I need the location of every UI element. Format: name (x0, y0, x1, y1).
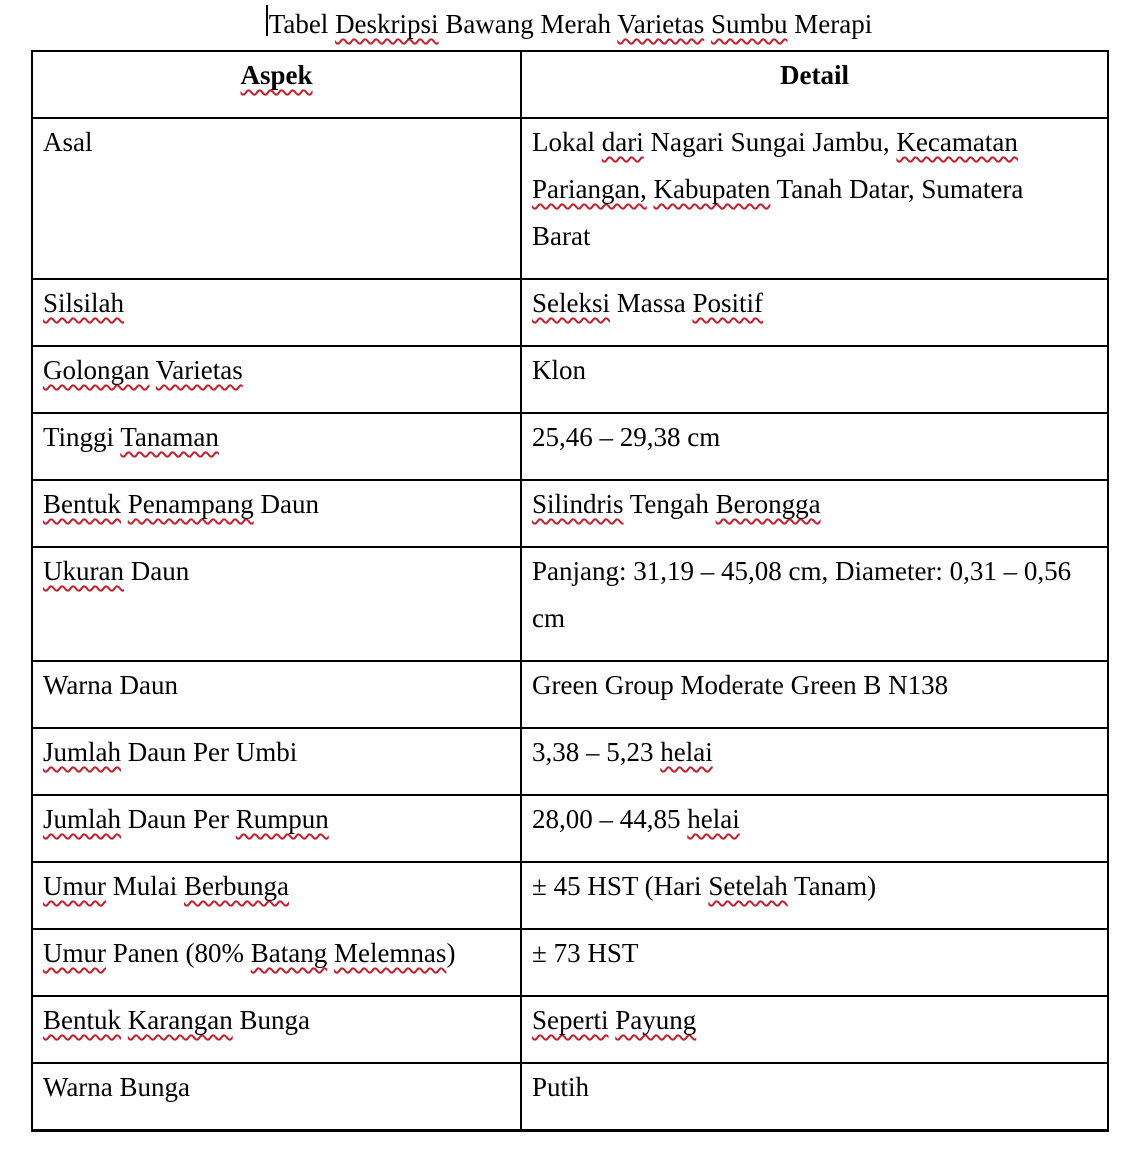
misspelled-word: Golongan (43, 355, 150, 385)
column-header-detail-label (780, 60, 849, 90)
text-run (121, 489, 128, 519)
text-run: Bunga (232, 1005, 310, 1035)
aspek-cell[interactable] (32, 480, 521, 547)
detail-cell[interactable] (521, 661, 1108, 728)
table-row (32, 547, 1108, 661)
misspelled-word: Berbunga (184, 871, 289, 901)
misspelled-word: Pariangan, (532, 174, 647, 204)
text-run: Tanam) (787, 871, 877, 901)
text-run: Massa (610, 288, 693, 318)
text-run (121, 1005, 128, 1035)
aspek-cell[interactable] (32, 1063, 521, 1131)
text-run: 25,46 – 29,38 cm (532, 422, 721, 452)
misspelled-word: helai (660, 737, 713, 767)
misspelled-word: helai (687, 804, 740, 834)
title-text (269, 9, 873, 39)
misspelled-word: dari (601, 127, 644, 157)
text-run: Panen (80% (106, 938, 251, 968)
detail-cell[interactable] (521, 413, 1108, 480)
misspelled-word: Silindris (532, 489, 624, 519)
detail-cell[interactable] (521, 862, 1108, 929)
table-row (32, 279, 1108, 346)
text-run: ) (446, 938, 456, 968)
aspek-cell[interactable] (32, 996, 521, 1063)
misspelled-word: Deskripsi (335, 9, 439, 39)
text-run (704, 9, 711, 39)
text-run: Mulai (106, 871, 184, 901)
misspelled-word: Penampang (127, 489, 254, 519)
misspelled-word: Karangan (127, 1005, 233, 1035)
column-header-detail[interactable] (521, 51, 1108, 118)
misspelled-word: Aspek (240, 60, 313, 90)
table-body (32, 118, 1108, 1131)
table-row (32, 118, 1108, 279)
aspek-cell[interactable] (32, 346, 521, 413)
misspelled-word: Kecamatan (896, 127, 1018, 157)
aspek-cell[interactable] (32, 929, 521, 996)
text-run: Lokal (532, 127, 602, 157)
misspelled-word: Kabupaten (653, 174, 771, 204)
aspek-cell[interactable] (32, 661, 521, 728)
table-row (32, 413, 1108, 480)
aspek-cell[interactable] (32, 279, 521, 346)
aspek-cell[interactable] (32, 862, 521, 929)
column-header-aspek[interactable] (32, 51, 521, 118)
text-run: ± 45 HST (Hari (532, 871, 709, 901)
table-row (32, 795, 1108, 862)
text-run: Daun Per Umbi (121, 737, 298, 767)
detail-cell[interactable] (521, 118, 1108, 279)
misspelled-word: Berongga (715, 489, 821, 519)
misspelled-word: Silsilah (43, 288, 125, 318)
text-run: Putih (532, 1072, 590, 1102)
detail-cell[interactable] (521, 1063, 1108, 1131)
misspelled-word: Rumpun (235, 804, 329, 834)
misspelled-word: Varietas (155, 355, 243, 385)
table-row (32, 661, 1108, 728)
misspelled-word: Melemnas (333, 938, 447, 968)
table-row (32, 862, 1108, 929)
misspelled-word: Positif (692, 288, 764, 318)
misspelled-word: Jumlah (43, 804, 121, 834)
text-run: ± 73 HST (532, 938, 639, 968)
aspek-cell[interactable] (32, 728, 521, 795)
text-run: Tengah (623, 489, 716, 519)
text-run: Warna Daun (43, 670, 179, 700)
text-run: Klon (532, 355, 586, 385)
text-run: Tanah Datar, Sumatera Barat (532, 174, 1024, 251)
detail-cell[interactable] (521, 480, 1108, 547)
detail-cell[interactable] (521, 795, 1108, 862)
detail-cell[interactable] (521, 279, 1108, 346)
detail-cell[interactable] (521, 346, 1108, 413)
text-run: Bawang Merah (438, 9, 618, 39)
table-row (32, 996, 1108, 1063)
misspelled-word: Setelah (708, 871, 788, 901)
misspelled-word: Bentuk (43, 489, 121, 519)
text-run: Nagari Sungai Jambu, (643, 127, 897, 157)
table-row (32, 346, 1108, 413)
misspelled-word: Varietas (617, 9, 705, 39)
detail-cell[interactable] (521, 728, 1108, 795)
column-header-aspek-label (240, 60, 312, 90)
misspelled-word: Seperti (532, 1005, 609, 1035)
misspelled-word: Bentuk (43, 1005, 121, 1035)
text-run: Daun (253, 489, 319, 519)
text-run: Daun Per (121, 804, 236, 834)
detail-cell[interactable] (521, 996, 1108, 1063)
misspelled-word: Tanaman (120, 422, 219, 452)
table-row (32, 1063, 1108, 1131)
document-page (0, 2, 1126, 1174)
misspelled-word: Umur (43, 871, 106, 901)
misspelled-word: Ukuran (43, 556, 124, 586)
description-table (31, 50, 1109, 1132)
text-run: Daun (123, 556, 190, 586)
text-run: Tabel (268, 9, 336, 39)
misspelled-word: Seleksi (532, 288, 610, 318)
text-run: Warna Bunga (43, 1072, 191, 1102)
misspelled-word: Batang (250, 938, 328, 968)
text-run: Green Group Moderate Green B N138 (532, 670, 949, 700)
text-run: Merapi (787, 9, 873, 39)
detail-cell[interactable] (521, 547, 1108, 661)
aspek-cell[interactable] (32, 795, 521, 862)
document-title[interactable] (31, 2, 1107, 50)
table-row (32, 929, 1108, 996)
misspelled-word: Sumbu (711, 9, 788, 39)
table-row (32, 480, 1108, 547)
text-run: Tinggi (43, 422, 121, 452)
misspelled-word: Jumlah (43, 737, 121, 767)
aspek-cell[interactable] (32, 413, 521, 480)
table-header-row (32, 51, 1108, 118)
text-run: 28,00 – 44,85 (532, 804, 688, 834)
aspek-cell[interactable] (32, 118, 521, 279)
misspelled-word: Payung (615, 1005, 697, 1035)
text-cursor (266, 5, 268, 36)
text-run: 3,38 – 5,23 (532, 737, 661, 767)
text-run: Detail (780, 60, 849, 90)
text-run: Panjang: 31,19 – 45,08 cm, Diameter: 0,31 – 0,56 cm (532, 556, 1072, 633)
table-row (32, 728, 1108, 795)
misspelled-word: Umur (43, 938, 106, 968)
text-run: Asal (43, 127, 93, 157)
detail-cell[interactable] (521, 929, 1108, 996)
aspek-cell[interactable] (32, 547, 521, 661)
text-run (327, 938, 334, 968)
